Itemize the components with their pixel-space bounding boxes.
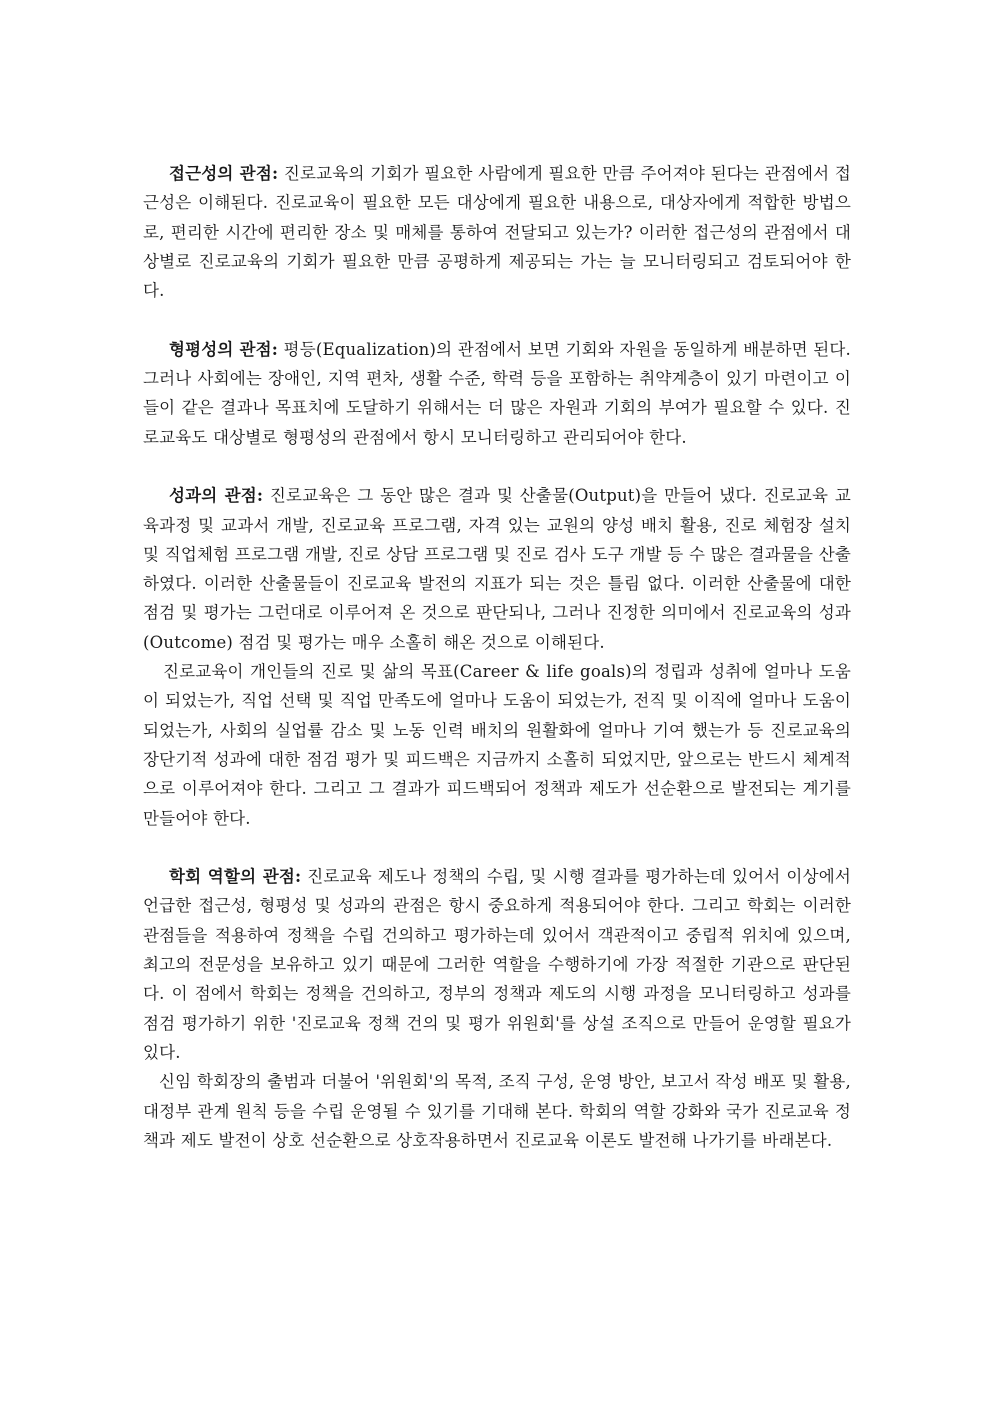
paragraph-society <box>143 862 851 1067</box>
paragraph-equity <box>143 335 851 452</box>
paragraph-access <box>143 159 851 305</box>
heading-equity: 형평성의 관점: <box>169 339 279 359</box>
paragraph-gap <box>143 833 851 862</box>
heading-society: 학회 역할의 관점: <box>169 867 302 887</box>
paragraph-outcome-continued: 진로교육이 개인들의 진로 및 삶의 목표(Career & life goals)의 정립과 성취에 얼마나 도움이 되었는가, 직업 선택 및 직업 만족도에 얼마나 도움이 되었는가, 전직 및 이직에 얼마나 도움이 되었는가, 사회의 실업률 감소 및 노동 인력 배치의 원활화에 얼마나 기여 했는가 등 진로교육의 장단기적 성과에 대한 점검 평가 및 피드백은 지금까지 소홀히 되었지만, 앞으로는 반드시 체계적으로 이루어져야 한다. 그리고 그 결과가 피드백되어 정책과 제도가 선순환으로 발전되는 계기를 만들어야 한다. <box>143 662 851 828</box>
paragraph-gap <box>143 452 851 481</box>
text-society: 진로교육 제도나 정책의 수립, 및 시행 결과를 평가하는데 있어서 이상에서 언급한 접근성, 형평성 및 성과의 관점은 항시 중요하게 적용되어야 한다. 그리고 학회는 이러한 관점들을 적용하여 정책을 수립 건의하고 평가하는데 있어서 객관적이고 중립적 위치에 있으며, 최고의 전문성을 보유하고 있기 때문에 그러한 역할을 수행하기에 가장 적절한 기관으로 판단된다. 이 점에서 학회는 정책을 건의하고, 정부의 정책과 제도의 시행 과정을 모니터링하고 성과를 점검 평가하기 위한 '진로교육 정책 건의 및 평가 위원회'를 상설 조직으로 만들어 운영할 필요가 있다. <box>143 867 851 1062</box>
paragraph-society-continued: 신임 학회장의 출범과 더불어 '위원회'의 목적, 조직 구성, 운영 방안, 보고서 작성 배포 및 활용, 대정부 관계 원칙 등을 수립 운영될 수 있기를 기대해 본다. 학회의 역할 강화와 국가 진로교육 정책과 제도 발전이 상호 선순환으로 상호작용하면서 진로교육 이론도 발전해 나가기를 바래본다. <box>143 1072 851 1150</box>
paragraph-outcome <box>143 481 851 657</box>
text-equity: 평등(Equalization)의 관점에서 보면 기회와 자원을 동일하게 배분하면 된다. 그러나 사회에는 장애인, 지역 편차, 생활 수준, 학력 등을 포함하는 취약계층이 있기 마련이고 이들이 같은 결과나 목표치에 도달하기 위해서는 더 많은 자원과 기회의 부여가 필요할 수 있다. 진로교육도 대상별로 형평성의 관점에서 항시 모니터링하고 관리되어야 한다. <box>143 339 851 447</box>
document-body <box>143 159 851 1155</box>
text-outcome: 진로교육은 그 동안 많은 결과 및 산출물(Output)을 만들어 냈다. 진로교육 교육과정 및 교과서 개발, 진로교육 프로그램, 자격 있는 교원의 양성 배치 활용, 진로 체험장 설치 및 직업체험 프로그램 개발, 진로 상담 프로그램 및 진로 검사 도구 개발 등 수 많은 결과물을 산출하였다. 이러한 산출물들이 진로교육 발전의 지표가 되는 것은 틀림 없다. 이러한 산출물에 대한 점검 및 평가는 그런대로 이루어져 온 것으로 판단되나, 그러나 진정한 의미에서 진로교육의 성과(Outcome) 점검 및 평가는 매우 소홀히 해온 것으로 이해된다. <box>143 486 851 652</box>
paragraph-gap <box>143 305 851 334</box>
heading-outcome: 성과의 관점: <box>169 486 264 506</box>
heading-access: 접근성의 관점: <box>169 164 279 183</box>
text-access: 진로교육의 기회가 필요한 사람에게 필요한 만큼 주어져야 된다는 관점에서 접근성은 이해된다. 진로교육이 필요한 모든 대상에게 필요한 내용으로, 대상자에게 적합한 방법으로, 편리한 시간에 편리한 장소 및 매체를 통하여 전달되고 있는가? 이러한 접근성의 관점에서 대상별로 진로교육의 기회가 필요한 만큼 공평하게 제공되는 가는 늘 모니터링되고 검토되어야 한다. <box>143 164 851 301</box>
